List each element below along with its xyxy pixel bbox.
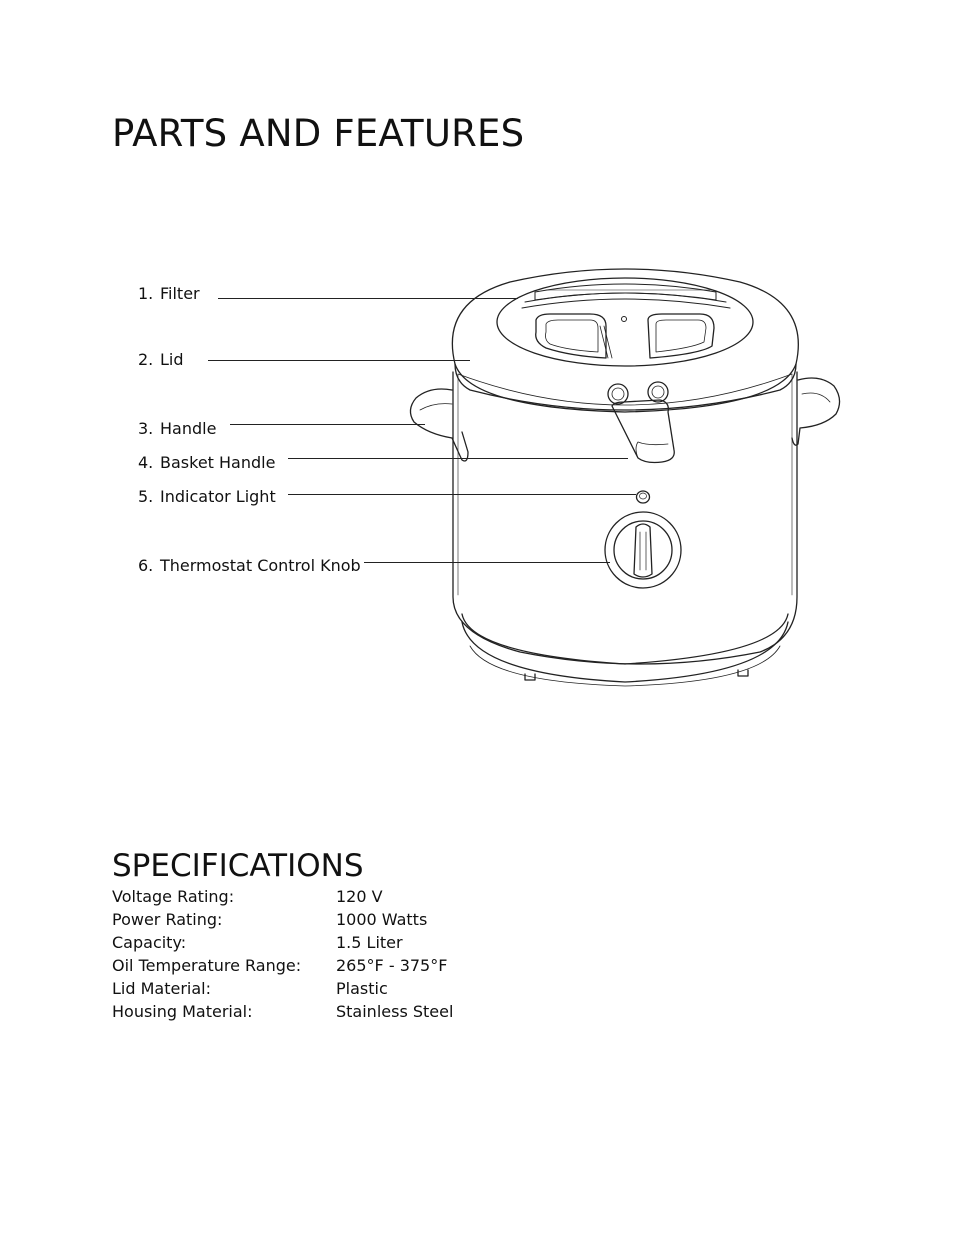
part-number: 4. xyxy=(138,453,154,472)
lid xyxy=(452,269,798,412)
spec-key: Lid Material: xyxy=(112,979,211,998)
page-title: PARTS AND FEATURES xyxy=(112,112,525,155)
part-label-handle xyxy=(138,419,216,438)
spec-key: Capacity: xyxy=(112,933,187,952)
part-number: 2. xyxy=(138,350,154,369)
table-row xyxy=(112,931,453,954)
part-label-indicator-light xyxy=(138,487,276,506)
leader-line-handle xyxy=(230,424,425,425)
thermostat-knob-drawing xyxy=(605,512,681,588)
side-handles xyxy=(410,378,839,461)
deep-fryer-diagram xyxy=(400,262,850,694)
indicator-light xyxy=(637,491,650,503)
part-name: Lid xyxy=(160,350,184,369)
fryer-body xyxy=(453,372,797,686)
specifications-table xyxy=(112,885,453,1023)
basket-handle xyxy=(608,382,674,463)
part-number: 3. xyxy=(138,419,154,438)
spec-value: 1.5 Liter xyxy=(336,933,403,952)
table-row xyxy=(112,954,453,977)
part-number: 1. xyxy=(138,284,154,303)
spec-key: Power Rating: xyxy=(112,910,223,929)
part-label-filter xyxy=(138,284,200,303)
spec-key: Housing Material: xyxy=(112,1002,253,1021)
part-label-thermostat-knob xyxy=(138,556,361,575)
table-row xyxy=(112,1000,453,1023)
part-name: Basket Handle xyxy=(160,453,276,472)
part-label-lid xyxy=(138,350,184,369)
part-name: Thermostat Control Knob xyxy=(160,556,361,575)
part-name: Handle xyxy=(160,419,217,438)
table-row xyxy=(112,908,453,931)
part-label-basket-handle xyxy=(138,453,275,472)
spec-value: Stainless Steel xyxy=(336,1002,454,1021)
spec-key: Voltage Rating: xyxy=(112,887,235,906)
spec-key: Oil Temperature Range: xyxy=(112,956,302,975)
specifications-title: SPECIFICATIONS xyxy=(112,848,364,884)
spec-value: 1000 Watts xyxy=(336,910,428,929)
basket-windows xyxy=(536,314,714,358)
spec-value: 265°F - 375°F xyxy=(336,956,448,975)
part-name: Indicator Light xyxy=(160,487,276,506)
table-row xyxy=(112,977,453,1000)
table-row xyxy=(112,885,453,908)
part-number: 6. xyxy=(138,556,154,575)
spec-value: 120 V xyxy=(336,887,383,906)
part-name: Filter xyxy=(160,284,200,303)
part-number: 5. xyxy=(138,487,154,506)
spec-value: Plastic xyxy=(336,979,388,998)
filter xyxy=(522,284,730,322)
